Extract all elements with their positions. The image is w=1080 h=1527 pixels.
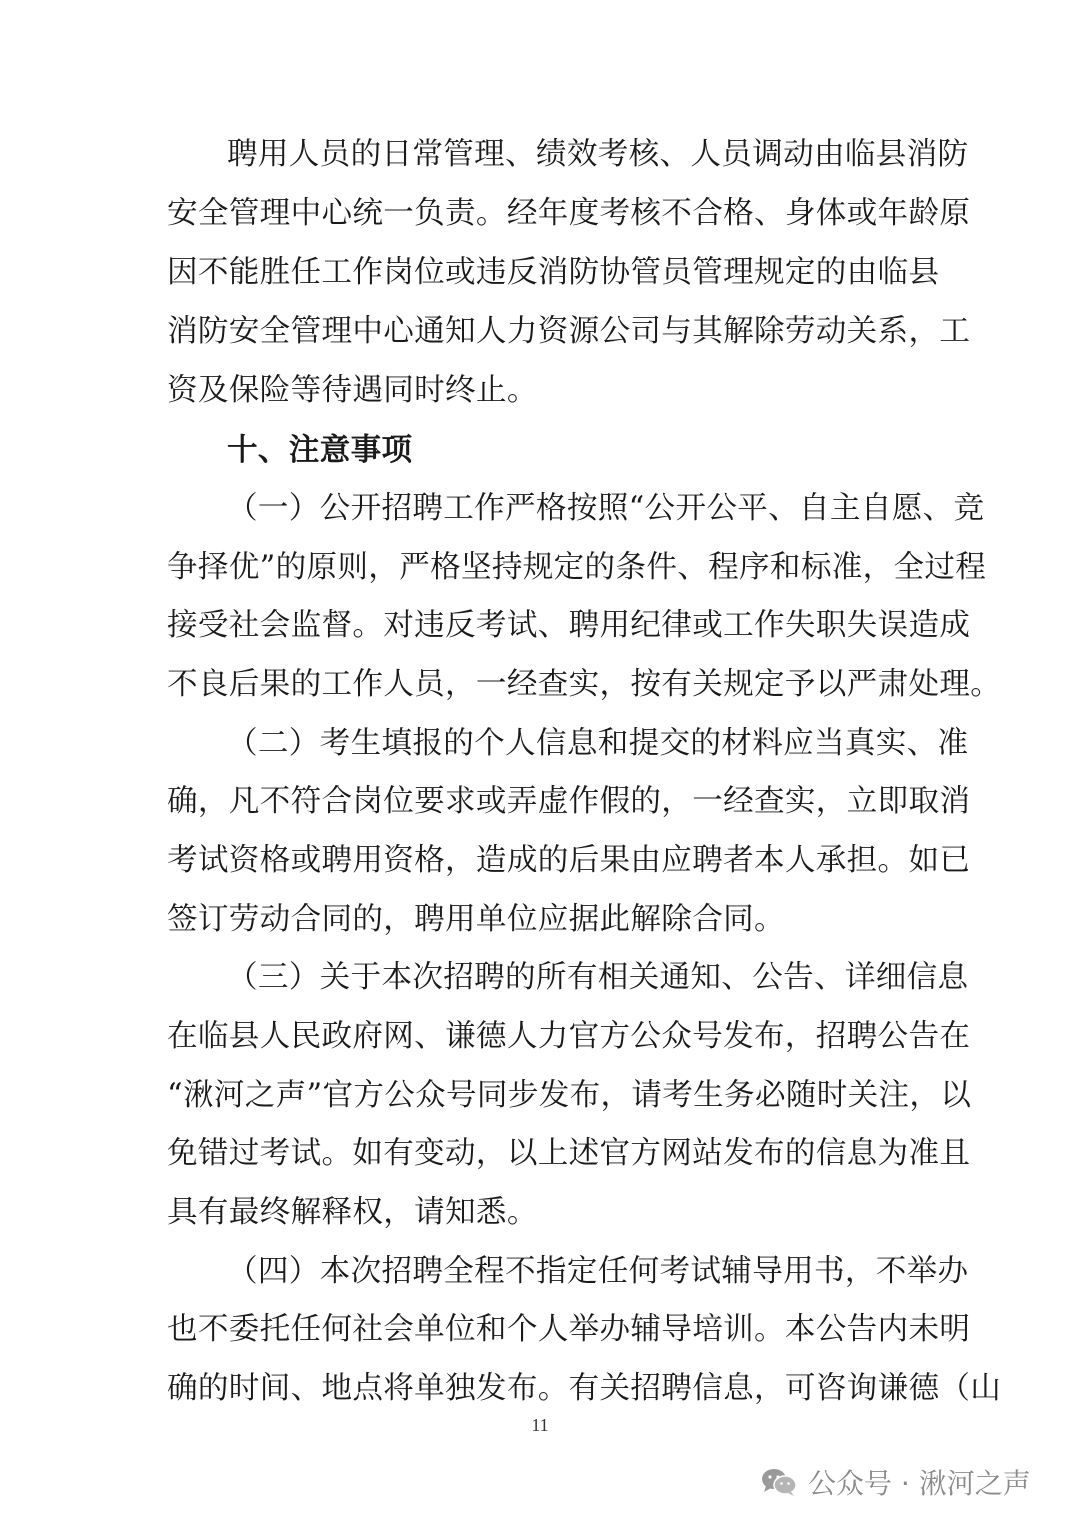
text-line: 确，凡不符合岗位要求或弄虚作假的，一经查实，立即取消 bbox=[167, 784, 971, 819]
text-line: 接受社会监督。对违反考试、聘用纪律或工作失职失误造成 bbox=[167, 608, 971, 643]
text-line: 签订劳动合同的，聘用单位应据此解除合同。 bbox=[167, 902, 785, 937]
text-line: （四）本次招聘全程不指定任何考试辅导用书，不举办 bbox=[227, 1254, 969, 1289]
text-line: 不良后果的工作人员，一经查实，按有关规定予以严肃处理。 bbox=[167, 667, 1002, 702]
section-heading: 十、注意事项 bbox=[227, 432, 413, 468]
text-line: 安全管理中心统一负责。经年度考核不合格、身体或年龄原 bbox=[167, 196, 971, 231]
text-line: 因不能胜任工作岗位或违反消防协管员管理规定的由临县 bbox=[167, 255, 940, 290]
text-line: （一）公开招聘工作严格按照“公开公平、自主自愿、竞 bbox=[227, 491, 985, 526]
text-line: 考试资格或聘用资格，造成的后果由应聘者本人承担。如已 bbox=[167, 843, 971, 878]
text-line: “湫河之声”官方公众号同步发布，请考生务必随时关注，以 bbox=[167, 1078, 972, 1113]
text-line: 争择优”的原则，严格坚持规定的条件、程序和标准，全过程 bbox=[167, 550, 987, 585]
watermark-text: 公众号 · 湫河之声 bbox=[808, 1467, 1031, 1500]
page-number: 11 bbox=[531, 1415, 549, 1435]
text-line: 也不委托任何社会单位和个人举办辅导培训。本公告内未明 bbox=[167, 1312, 971, 1347]
text-line: 消防安全管理中心通知人力资源公司与其解除劳动关系，工 bbox=[167, 314, 971, 349]
text-line: 资及保险等待遇同时终止。 bbox=[167, 373, 538, 408]
text-line: 具有最终解释权，请知悉。 bbox=[167, 1195, 538, 1230]
text-line: （二）考生填报的个人信息和提交的材料应当真实、准 bbox=[227, 726, 969, 761]
text-line: 聘用人员的日常管理、绩效考核、人员调动由临县消防 bbox=[227, 137, 969, 172]
text-line: 在临县人民政府网、谦德人力官方公众号发布，招聘公告在 bbox=[167, 1019, 971, 1054]
text-line: 确的时间、地点将单独发布。有关招聘信息，可咨询谦德（山 bbox=[167, 1371, 1002, 1406]
text-line: 免错过考试。如有变动，以上述官方网站发布的信息为准且 bbox=[167, 1136, 971, 1171]
wechat-watermark bbox=[760, 1462, 1031, 1502]
wechat-icon bbox=[760, 1467, 798, 1497]
text-line: （三）关于本次招聘的所有相关通知、公告、详细信息 bbox=[227, 960, 969, 995]
